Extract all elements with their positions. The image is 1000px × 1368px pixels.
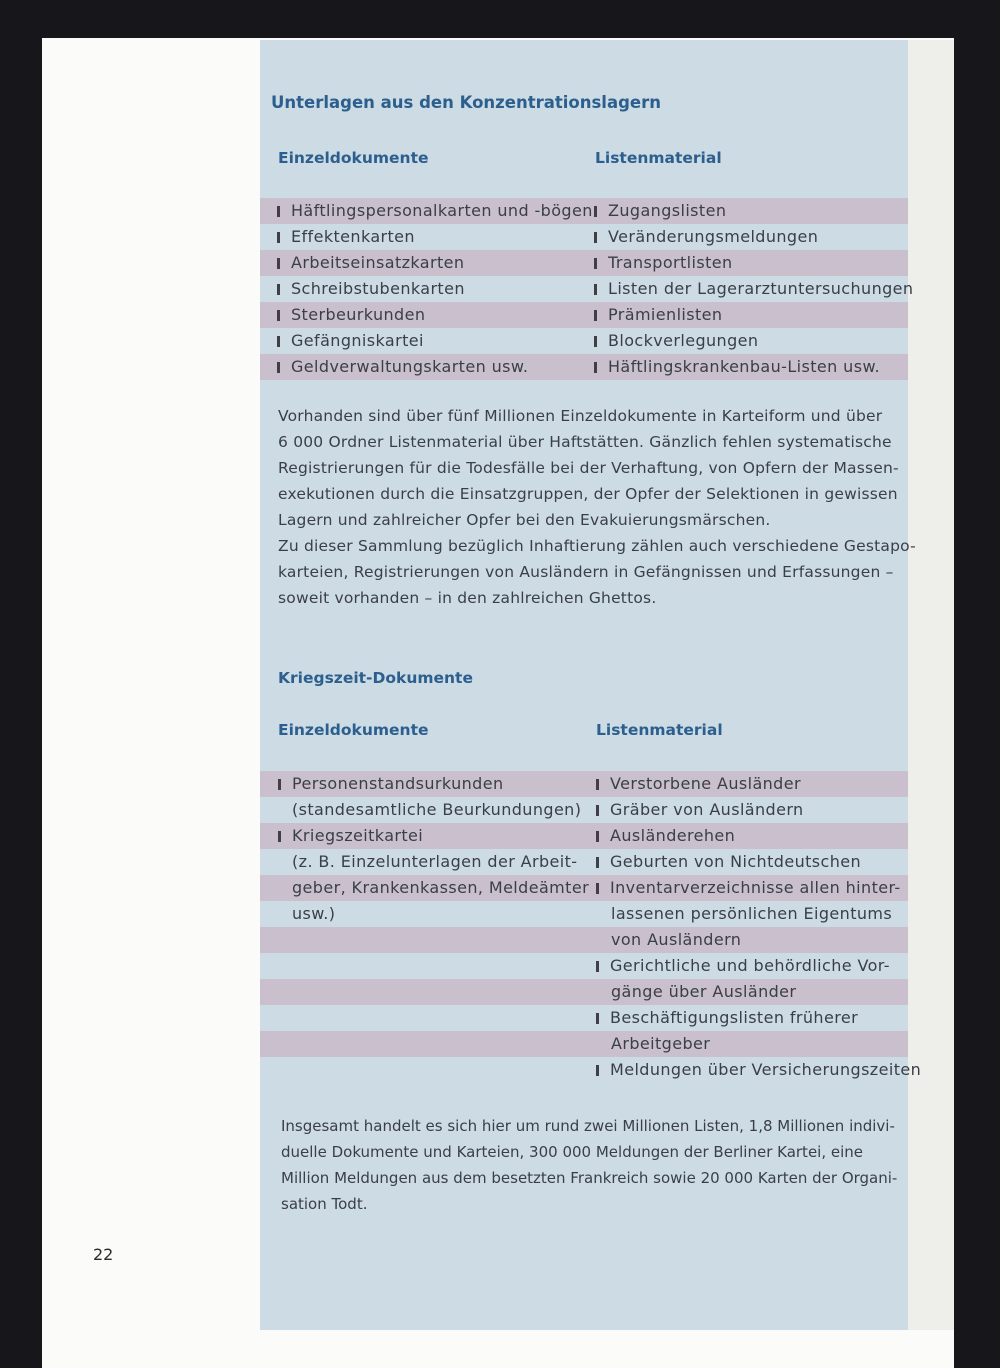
list-item: Geburten von Nichtdeutschen [596, 849, 861, 875]
list-item: Blockverlegungen [594, 328, 758, 354]
column-heading-left: Einzeldokumente [278, 149, 429, 167]
list-item-continuation: von Ausländern [611, 930, 742, 949]
list-item: Ausländerehen [596, 823, 735, 849]
list-item: Personenstandsurkunden [278, 771, 504, 797]
list-item: Geldverwaltungskarten usw. [277, 354, 528, 380]
bullet [594, 362, 597, 373]
bullet [277, 284, 280, 295]
bullet [594, 258, 597, 269]
bullet [277, 310, 280, 321]
bullet [594, 336, 597, 347]
bullet [277, 232, 280, 243]
bullet [596, 857, 599, 868]
page-edge [908, 40, 954, 1330]
list-item: Schreibstubenkarten [277, 276, 465, 302]
list-item: Kriegszeitkartei [278, 823, 423, 849]
list-item: Meldungen über Versicherungszeiten [596, 1057, 921, 1083]
row-band [260, 979, 908, 1005]
column-heading-left: Einzeldokumente [278, 721, 429, 739]
bullet [277, 206, 280, 217]
column-heading-right: Listenmaterial [595, 149, 722, 167]
paragraph-2: Insgesamt handelt es sich hier um rund zwei Millionen Listen, 1,8 Millionen indivi- duelle Dokumente und Karteien, 300 000 Meldungen der Berliner Kartei, eine Million Meldungen aus dem besetzten Frankreich sowie 20 000 Karten der Organi- sation Todt. [281, 1117, 898, 1213]
bullet [278, 779, 281, 790]
list-item: Effektenkarten [277, 224, 415, 250]
list-item: Gerichtliche und behördliche Vor- [596, 953, 890, 979]
list-item: Listen der Lagerarztuntersuchungen [594, 276, 913, 302]
list-item: Gefängniskartei [277, 328, 424, 354]
bullet [277, 362, 280, 373]
list-item-continuation: gänge über Ausländer [611, 982, 797, 1001]
list-item: Zugangslisten [594, 198, 726, 224]
list-item: Gräber von Ausländern [596, 797, 804, 823]
bullet [277, 258, 280, 269]
bullet [596, 1065, 599, 1076]
bullet [594, 206, 597, 217]
bullet [277, 336, 280, 347]
list-item-continuation: (standesamtliche Beurkundungen) [292, 800, 582, 819]
list-item-continuation: usw.) [292, 904, 336, 923]
list-item: Arbeitseinsatzkarten [277, 250, 464, 276]
list-item: Transportlisten [594, 250, 733, 276]
bullet [594, 284, 597, 295]
bullet [596, 831, 599, 842]
section-title: Unterlagen aus den Konzentrationslagern [271, 93, 661, 112]
row-band [260, 927, 908, 953]
list-item: Sterbeurkunden [277, 302, 425, 328]
list-item-continuation: lassenen persönlichen Eigentums [611, 904, 893, 923]
list-item: Häftlingskrankenbau-Listen usw. [594, 354, 880, 380]
list-item: Veränderungsmeldungen [594, 224, 818, 250]
list-item: Verstorbene Ausländer [596, 771, 801, 797]
list-item-continuation: (z. B. Einzelunterlagen der Arbeit- [292, 852, 578, 871]
section-title: Kriegszeit-Dokumente [278, 669, 473, 687]
bullet [594, 232, 597, 243]
row-band [260, 1031, 908, 1057]
paragraph-1: Vorhanden sind über fünf Millionen Einzeldokumente in Karteiform und über 6 000 Ordner Listenmaterial über Haftstätten. Gänzlich fehlen systematische Registrierungen für die Todesfälle bei der Verhaftung, von Opfern der Massen- exekutionen durch die Einsatzgruppen, der Opfer der Selektionen in gewissen Lagern und zahlreicher Opfer bei den Evakuierungsmärschen. Zu dieser Sammlung bezüglich Inhaftierung zählen auch verschiedene Gestapo- karteien, Registrierungen von Ausländern in Gefängnissen und Erfassungen – soweit vorhanden – in den zahlreichen Ghettos. [278, 407, 916, 607]
column-heading-right: Listenmaterial [596, 721, 723, 739]
bullet [596, 779, 599, 790]
bullet [278, 831, 281, 842]
list-item-continuation: Arbeitgeber [611, 1034, 711, 1053]
bullet [596, 1013, 599, 1024]
list-item-continuation: geber, Krankenkassen, Meldeämter [292, 878, 590, 897]
list-item: Prämienlisten [594, 302, 722, 328]
list-item: Häftlingspersonalkarten und -bögen [277, 198, 593, 224]
list-item: Inventarverzeichnisse allen hinter- [596, 875, 901, 901]
bullet [596, 883, 599, 894]
page-number: 22 [93, 1245, 114, 1264]
bullet [596, 805, 599, 816]
list-item: Beschäftigungslisten früherer [596, 1005, 858, 1031]
bullet [596, 961, 599, 972]
bullet [594, 310, 597, 321]
